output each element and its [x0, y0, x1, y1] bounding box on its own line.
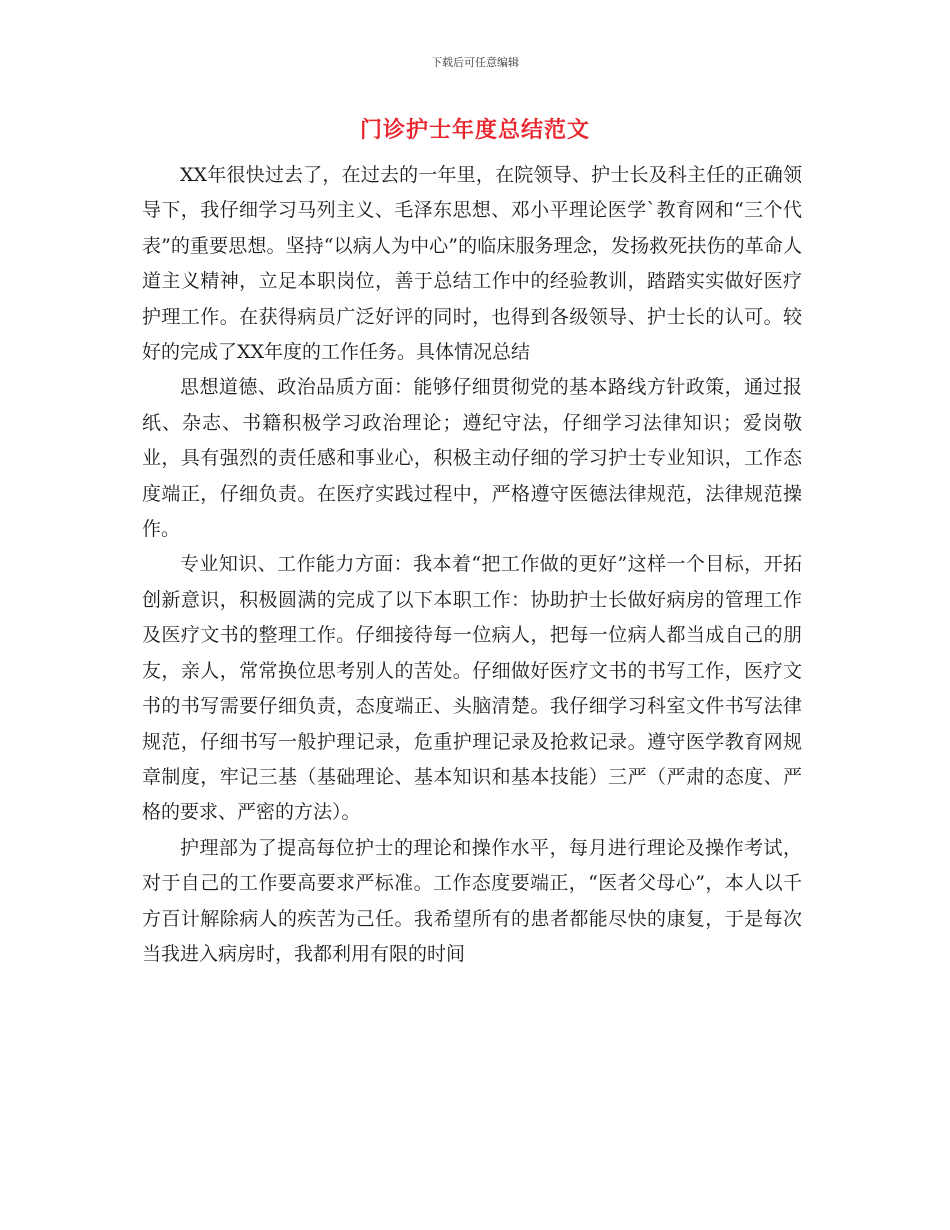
document-body: [142, 158, 802, 972]
document-title: 门诊护士年度总结范文: [359, 118, 590, 143]
paragraph-professional: 专业知识、工作能力方面：我本着“把工作做的更好”这样一个目标，开拓创新意识，积极圆满的完成了以下本职工作：协助护士长做好病房的管理工作及医疗文书的整理工作。仔细接待每一位病人，把每一位病人都当成自己的朋友，亲人，常常换位思考别人的苦处。仔细做好医疗文书的书写工作，医疗文书的书写需要仔细负责，态度端正、头脑清楚。我仔细学习科室文件书写法律规范，仔细书写一般护理记录，危重护理记录及抢救记录。遵守医学教育网规章制度，牢记三基（基础理论、基本知识和基本技能）三严（严肃的态度、严格的要求、严密的方法）。: [142, 553, 802, 824]
paragraph-nursing-dept: 护理部为了提高每位护士的理论和操作水平，每月进行理论及操作考试，对于自己的工作要高要求严标准。工作态度要端正，“医者父母心”，本人以千方百计解除病人的疾苦为己任。我希望所有的患者都能尽快的康复，于是每次当我进入病房时，我都利用有限的时间: [142, 836, 802, 965]
header-note: 下载后可任意编辑: [431, 56, 519, 69]
paragraph-intro: XX年很快过去了，在过去的一年里，在院领导、护士长及科主任的正确领导下，我仔细学习马列主义、毛泽东思想、邓小平理论医学`教育网和“三个代表”的重要思想。坚持“以病人为中心”的临床服务理念，发扬救死扶伤的革命人道主义精神，立足本职岗位，善于总结工作中的经验教训，踏踏实实做好医疗护理工作。在获得病员广泛好评的同时，也得到各级领导、护士长的认可。较好的完成了XX年度的工作任务。具体情况总结: [142, 164, 802, 364]
paragraph-ideology: 思想道德、政治品质方面：能够仔细贯彻党的基本路线方针政策，通过报纸、杂志、书籍积极学习政治理论；遵纪守法，仔细学习法律知识；爱岗敬业，具有强烈的责任感和事业心，积极主动仔细的学习护士专业知识，工作态度端正，仔细负责。在医疗实践过程中，严格遵守医德法律规范，法律规范操作。: [142, 376, 802, 541]
